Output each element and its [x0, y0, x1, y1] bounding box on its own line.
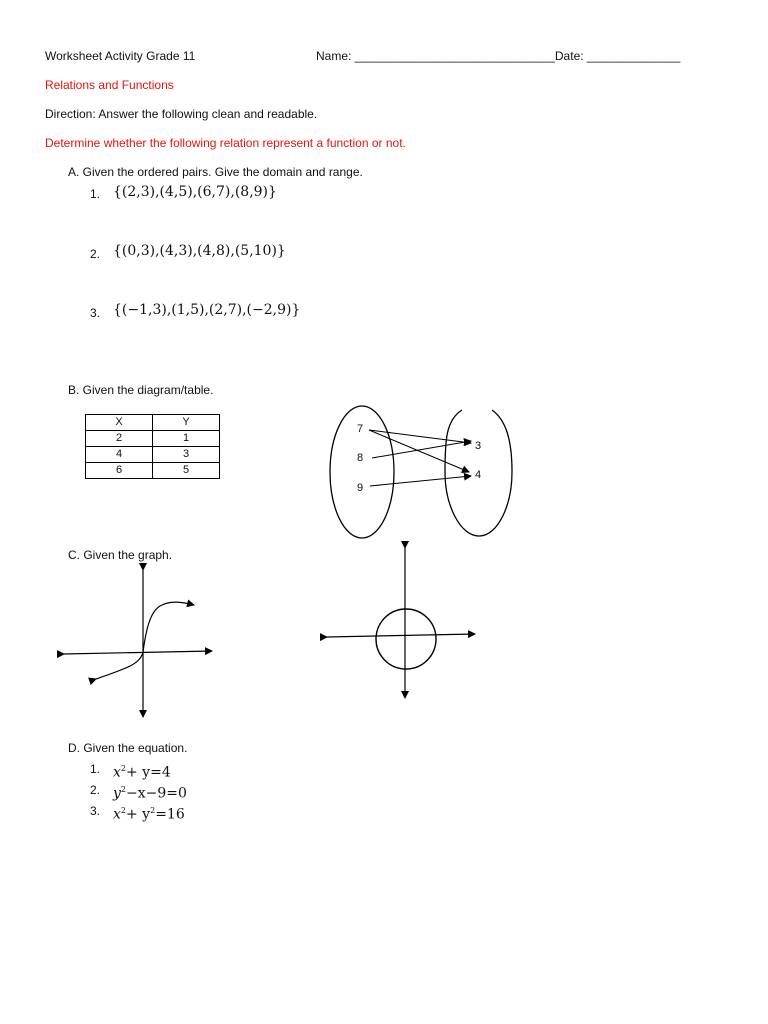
section-a-item-2-number: 2. — [90, 247, 101, 261]
domain-oval — [330, 406, 394, 538]
graph-1 — [64, 570, 212, 717]
table-cell: 3 — [153, 447, 220, 463]
subtitle: Relations and Functions — [45, 78, 174, 92]
section-a-item-3-expr: {(−1,3),(1,5),(2,7),(−2,9)} — [113, 302, 301, 318]
range-oval — [445, 410, 512, 536]
table-cell: 1 — [153, 431, 220, 447]
graph-1-curve — [96, 602, 194, 679]
mapping-diagram — [330, 406, 512, 538]
name-date-field: Name: ______________________________Date: ______________ — [316, 49, 681, 63]
graph-1-x-axis — [64, 651, 212, 654]
table-cell: 4 — [86, 447, 153, 463]
section-a-item-1-expr: {(2,3),(4,5),(6,7),(8,9)} — [113, 184, 277, 200]
section-a-item-3-number: 3. — [90, 306, 101, 320]
table-cell: 2 — [86, 431, 153, 447]
graph-2-circle — [376, 609, 436, 669]
arrow-9-to-4 — [370, 476, 471, 486]
mapping-range-3: 3 — [475, 440, 482, 452]
section-d-item-2-number: 2. — [90, 783, 101, 797]
mapping-domain-8: 8 — [357, 452, 364, 464]
graph-2-x-axis — [327, 634, 475, 637]
table-cell: 6 — [86, 463, 153, 479]
mapping-domain-9: 9 — [357, 482, 364, 494]
section-d-item-3-number: 3. — [90, 804, 101, 818]
table-header-y: Y — [153, 415, 220, 431]
section-d-item-1-number: 1. — [90, 762, 101, 776]
section-d-label: D. Given the equation. — [68, 741, 188, 755]
section-d-item-1-equation: $x^2+ y=4$ — [113, 764, 171, 781]
mapping-range-4: 4 — [475, 469, 482, 481]
arrow-8-to-3 — [372, 441, 471, 458]
section-a-item-1-number: 1. — [90, 187, 101, 201]
table-header-x: X — [86, 415, 153, 431]
section-a-item-2-expr: {(0,3),(4,3),(4,8),(5,10)} — [113, 243, 286, 259]
section-d-item-3-equation: $x^2+ y^2=16$ — [113, 806, 185, 823]
section-b-label: B. Given the diagram/table. — [68, 383, 214, 397]
graph-2 — [327, 548, 475, 698]
section-a-label: A. Given the ordered pairs. Give the domain and range. — [68, 165, 363, 179]
instruction-text: Determine whether the following relation represent a function or not. — [45, 136, 406, 150]
worksheet-title: Worksheet Activity Grade 11 — [45, 49, 196, 63]
direction-text: Direction: Answer the following clean and readable. — [45, 107, 318, 121]
section-c-label: C. Given the graph. — [68, 548, 173, 562]
table-cell: 5 — [153, 463, 220, 479]
mapping-domain-7: 7 — [357, 423, 364, 435]
section-d-item-2-equation: $y^2-x-9=0$ — [113, 785, 187, 802]
